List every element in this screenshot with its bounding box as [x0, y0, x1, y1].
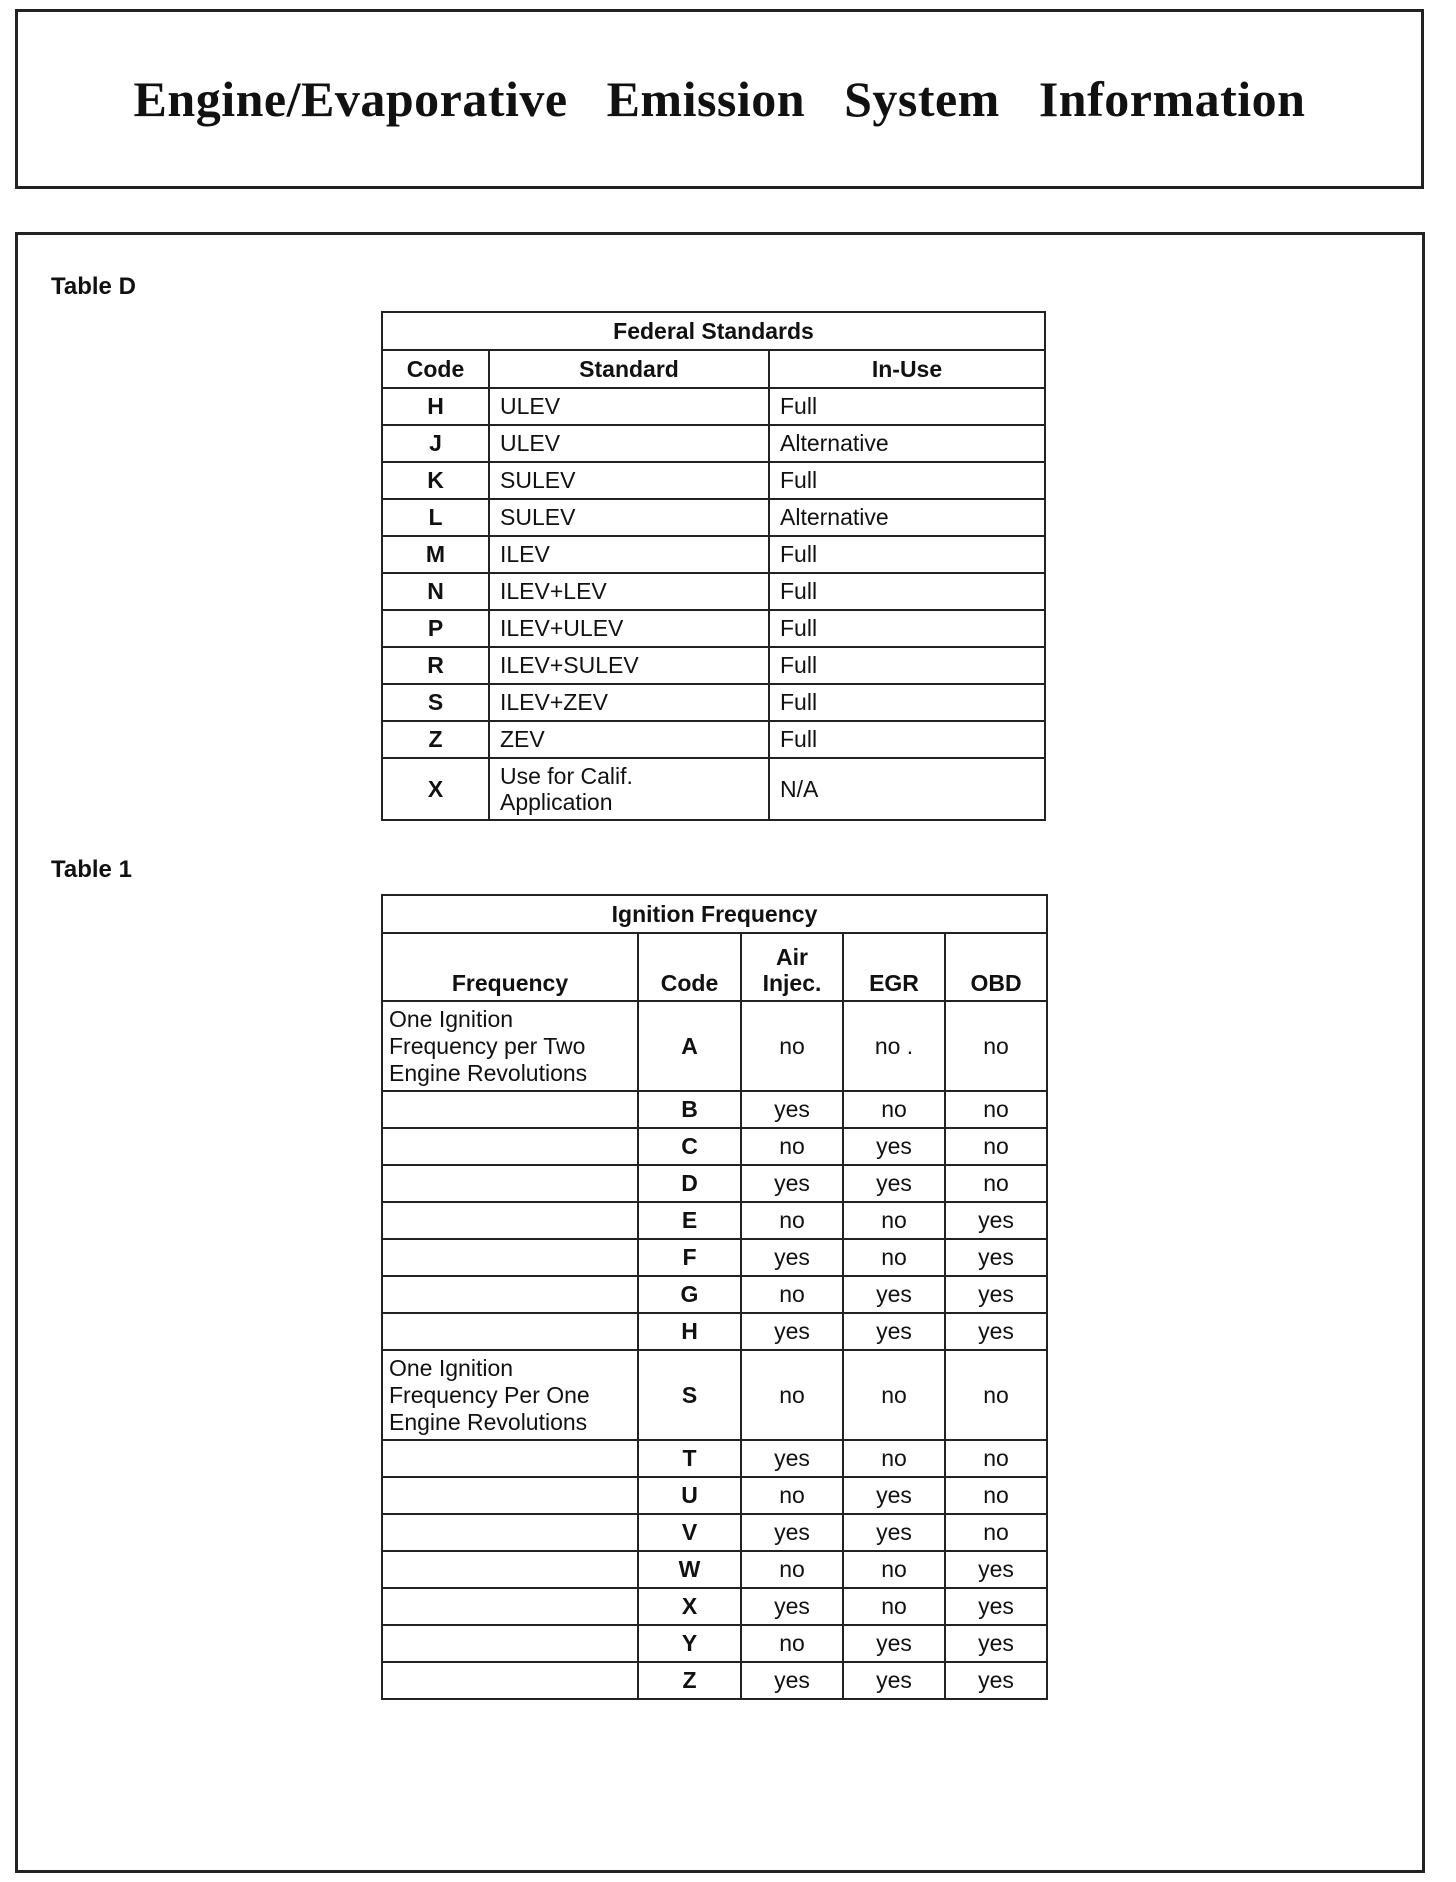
standard-cell: ILEV+SULEV [489, 647, 769, 684]
frequency-line: One Ignition [389, 1005, 514, 1032]
obd-cell: yes [945, 1239, 1047, 1276]
in-use-cell: Full [769, 684, 1045, 721]
code-cell: E [638, 1202, 741, 1239]
in-use-cell: Full [769, 388, 1045, 425]
air-injec-cell: no [741, 1350, 843, 1440]
air-injec-cell: no [741, 1477, 843, 1514]
air-injec-cell: no [741, 1551, 843, 1588]
obd-cell: no [945, 1001, 1047, 1091]
air-injec-cell: no [741, 1625, 843, 1662]
frequency-cell [382, 1276, 638, 1313]
code-cell: F [638, 1239, 741, 1276]
table-row [382, 1440, 1047, 1477]
frequency-cell [382, 1202, 638, 1239]
air-injec-cell: no [741, 1001, 843, 1091]
table-row [382, 1551, 1047, 1588]
code-cell: S [382, 684, 489, 721]
code-cell: C [638, 1128, 741, 1165]
standard-cell: ILEV+LEV [489, 573, 769, 610]
obd-cell: yes [945, 1202, 1047, 1239]
table-row [382, 1276, 1047, 1313]
obd-cell: yes [945, 1313, 1047, 1350]
code-cell: D [638, 1165, 741, 1202]
table-row [382, 721, 1045, 758]
code-cell: U [638, 1477, 741, 1514]
table-row [382, 425, 1045, 462]
egr-cell: no [843, 1202, 945, 1239]
egr-cell: yes [843, 1128, 945, 1165]
code-cell: G [638, 1276, 741, 1313]
air-injec-cell: yes [741, 1091, 843, 1128]
code-cell: V [638, 1514, 741, 1551]
table-row [382, 1588, 1047, 1625]
obd-cell: no [945, 1350, 1047, 1440]
egr-cell: yes [843, 1514, 945, 1551]
obd-cell: yes [945, 1588, 1047, 1625]
table-row [382, 758, 1045, 820]
frequency-cell [382, 1440, 638, 1477]
ignition-frequency-table [381, 894, 1048, 1700]
standard-cell [489, 758, 769, 820]
in-use-cell: Full [769, 573, 1045, 610]
egr-cell: no [843, 1350, 945, 1440]
code-cell: A [638, 1001, 741, 1091]
column-header-standard: Standard [489, 350, 769, 388]
air-injec-line1: Air [776, 944, 808, 970]
code-cell: X [382, 758, 489, 820]
frequency-cell [382, 1662, 638, 1699]
code-cell: M [382, 536, 489, 573]
column-header-code: Code [382, 350, 489, 388]
standard-cell: ULEV [489, 388, 769, 425]
obd-cell: yes [945, 1551, 1047, 1588]
table-row [382, 1625, 1047, 1662]
column-header-air-injec [741, 933, 843, 1001]
ignition-frequency-caption: Ignition Frequency [382, 895, 1047, 933]
egr-cell: no [843, 1440, 945, 1477]
table-d-label: Table D [51, 273, 136, 300]
egr-cell: yes [843, 1313, 945, 1350]
egr-cell: no [843, 1588, 945, 1625]
frequency-line: Engine Revolutions [389, 1059, 588, 1086]
federal-standards-caption: Federal Standards [382, 312, 1045, 350]
table-row [382, 573, 1045, 610]
table-row [382, 1091, 1047, 1128]
code-cell: N [382, 573, 489, 610]
code-cell: L [382, 499, 489, 536]
frequency-cell [382, 1239, 638, 1276]
table-row [382, 647, 1045, 684]
air-injec-cell: yes [741, 1588, 843, 1625]
egr-cell: yes [843, 1165, 945, 1202]
table-row [382, 1128, 1047, 1165]
frequency-cell [382, 1313, 638, 1350]
table-row [382, 1165, 1047, 1202]
frequency-cell [382, 1625, 638, 1662]
code-cell: R [382, 647, 489, 684]
frequency-line: Frequency per Two [389, 1032, 586, 1059]
frequency-cell [382, 1588, 638, 1625]
obd-cell: yes [945, 1276, 1047, 1313]
egr-cell: yes [843, 1662, 945, 1699]
air-injec-cell: no [741, 1276, 843, 1313]
code-cell: Z [382, 721, 489, 758]
code-cell: J [382, 425, 489, 462]
code-cell: P [382, 610, 489, 647]
frequency-cell [382, 1350, 638, 1440]
in-use-cell: Full [769, 647, 1045, 684]
code-cell: B [638, 1091, 741, 1128]
code-cell: Y [638, 1625, 741, 1662]
in-use-cell: Alternative [769, 425, 1045, 462]
air-injec-cell: yes [741, 1313, 843, 1350]
air-injec-cell: no [741, 1202, 843, 1239]
egr-cell: no [843, 1551, 945, 1588]
frequency-cell [382, 1001, 638, 1091]
obd-cell: yes [945, 1625, 1047, 1662]
column-header-obd: OBD [945, 933, 1047, 1001]
code-cell: K [382, 462, 489, 499]
code-cell: H [382, 388, 489, 425]
table-row [382, 1662, 1047, 1699]
standard-cell: SULEV [489, 462, 769, 499]
code-cell: H [638, 1313, 741, 1350]
egr-cell: no [843, 1091, 945, 1128]
obd-cell: no [945, 1165, 1047, 1202]
standard-cell: ILEV+ZEV [489, 684, 769, 721]
in-use-cell: Full [769, 536, 1045, 573]
standard-cell: ILEV [489, 536, 769, 573]
frequency-cell [382, 1128, 638, 1165]
frequency-line: One Ignition [389, 1354, 514, 1381]
table-row [382, 388, 1045, 425]
in-use-cell: Full [769, 721, 1045, 758]
standard-cell: ILEV+ULEV [489, 610, 769, 647]
in-use-cell: Alternative [769, 499, 1045, 536]
table-row [382, 684, 1045, 721]
in-use-cell: Full [769, 610, 1045, 647]
frequency-cell [382, 1514, 638, 1551]
column-header-egr: EGR [843, 933, 945, 1001]
obd-cell: no [945, 1091, 1047, 1128]
frequency-line: Engine Revolutions [389, 1408, 588, 1435]
egr-cell: yes [843, 1625, 945, 1662]
frequency-cell [382, 1551, 638, 1588]
standard-cell: ULEV [489, 425, 769, 462]
obd-cell: no [945, 1128, 1047, 1165]
table-row [382, 1239, 1047, 1276]
table-row [382, 1514, 1047, 1551]
standard-line-2: Application [500, 789, 613, 815]
content-box [15, 232, 1425, 1873]
air-injec-cell: yes [741, 1514, 843, 1551]
table-1-label: Table 1 [51, 856, 132, 883]
air-injec-cell: no [741, 1128, 843, 1165]
table-row [382, 1350, 1047, 1440]
code-cell: S [638, 1350, 741, 1440]
table-row [382, 536, 1045, 573]
standard-cell: SULEV [489, 499, 769, 536]
code-cell: X [638, 1588, 741, 1625]
federal-standards-table [381, 311, 1046, 821]
egr-cell: yes [843, 1276, 945, 1313]
in-use-cell: N/A [769, 758, 1045, 820]
table-row [382, 610, 1045, 647]
frequency-cell [382, 1165, 638, 1202]
table-row [382, 1202, 1047, 1239]
egr-cell: no . [843, 1001, 945, 1091]
page-title: Engine/Evaporative Emission System Information [133, 71, 1306, 127]
title-box [15, 9, 1424, 189]
column-header-in-use: In-Use [769, 350, 1045, 388]
table-row [382, 1477, 1047, 1514]
table-row [382, 499, 1045, 536]
air-injec-line2: Injec. [762, 970, 822, 996]
air-injec-cell: yes [741, 1440, 843, 1477]
table-row [382, 1001, 1047, 1091]
table-row [382, 462, 1045, 499]
code-cell: W [638, 1551, 741, 1588]
obd-cell: yes [945, 1662, 1047, 1699]
in-use-cell: Full [769, 462, 1045, 499]
code-cell: Z [638, 1662, 741, 1699]
frequency-cell [382, 1477, 638, 1514]
obd-cell: no [945, 1477, 1047, 1514]
egr-cell: yes [843, 1477, 945, 1514]
standard-line-1: Use for Calif. [500, 763, 633, 789]
column-header-code: Code [638, 933, 741, 1001]
air-injec-cell: yes [741, 1165, 843, 1202]
obd-cell: no [945, 1514, 1047, 1551]
air-injec-cell: yes [741, 1662, 843, 1699]
table-row [382, 1313, 1047, 1350]
frequency-line: Frequency Per One [389, 1381, 590, 1408]
standard-cell: ZEV [489, 721, 769, 758]
air-injec-cell: yes [741, 1239, 843, 1276]
frequency-cell [382, 1091, 638, 1128]
code-cell: T [638, 1440, 741, 1477]
egr-cell: no [843, 1239, 945, 1276]
obd-cell: no [945, 1440, 1047, 1477]
column-header-frequency: Frequency [382, 933, 638, 1001]
